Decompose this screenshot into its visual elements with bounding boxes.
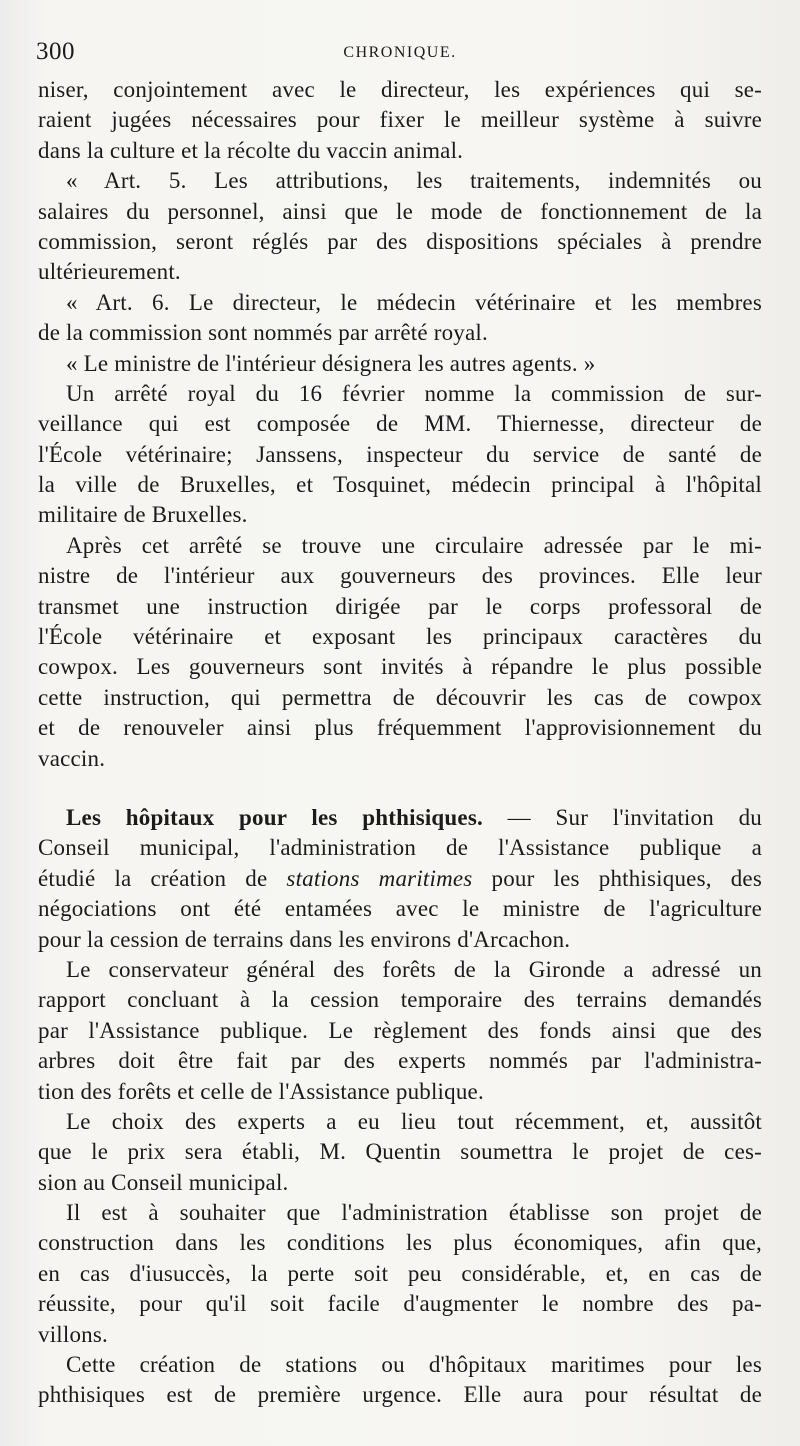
text-line: ultérieurement. <box>38 259 181 285</box>
text-line: « Art. 6. Le directeur, le médecin vétérinaire et les membres <box>66 289 762 315</box>
text-line: dans la culture et la récolte du vaccin animal. <box>38 137 464 163</box>
text-line: nistre de l'intérieur aux gouverneurs des provinces. Elle leur <box>38 563 762 589</box>
text-line: commission, seront réglés par des dispositions spéciales à prendre <box>38 228 762 254</box>
text-line: Le choix des experts a eu lieu tout récemment, et, aussitôt <box>66 1108 762 1134</box>
text-line: la ville de Bruxelles, et Tosquinet, médecin principal à l'hôpital <box>38 472 762 498</box>
text-line: Conseil municipal, l'administration de l'Assistance publique a <box>38 835 762 861</box>
text-line: et de renouveler ainsi plus fréquemment l'approvisionnement du <box>38 715 762 741</box>
text-line: cowpox. Les gouverneurs sont invités à répandre le plus possible <box>38 654 762 680</box>
text-line: que le prix sera établi, M. Quentin soumettra le projet de ces- <box>38 1139 762 1165</box>
text-line: salaires du personnel, ainsi que le mode de fonctionnement de la <box>38 198 762 224</box>
text-line: arbres doit être fait par des experts nommés par l'administra- <box>38 1048 762 1074</box>
text-line: cette instruction, qui permettra de découvrir les cas de cowpox <box>38 684 762 710</box>
text-line: pour la cession de terrains dans les environs d'Arcachon. <box>38 926 571 952</box>
text-line: veillance qui est composée de MM. Thiernesse, directeur de <box>38 411 762 437</box>
text-line: militaire de Bruxelles. <box>38 502 248 528</box>
text-line: Cette création de stations ou d'hôpitaux maritimes pour les <box>66 1352 762 1378</box>
text-line: vaccin. <box>38 745 106 771</box>
text-line: négociations ont été entamées avec le ministre de l'agriculture <box>38 896 762 922</box>
text-line: Après cet arrêté se trouve une circulaire adressée par le mi- <box>66 532 762 558</box>
text-line: Il est à souhaiter que l'administration établisse son projet de <box>66 1200 762 1226</box>
text-line: réussite, pour qu'il soit facile d'augmenter le nombre des pa- <box>38 1291 762 1317</box>
text-line: rapport concluant à la cession temporaire des terrains demandés <box>38 987 762 1013</box>
text-line: niser, conjointement avec le directeur, les expériences qui se- <box>38 77 762 102</box>
text-fragment: étudié la création de <box>38 865 287 891</box>
text-line: construction dans les conditions les plus économiques, afin que, <box>38 1230 762 1256</box>
text-line: l'École vétérinaire et exposant les principaux caractères du <box>38 624 762 650</box>
text-line: Le conservateur général des forêts de la Gironde a adressé un <box>66 956 762 982</box>
text-line: sion au Conseil municipal. <box>38 1169 289 1195</box>
text-line: tion des forêts et celle de l'Assistance publique. <box>38 1078 484 1104</box>
text-line: l'École vétérinaire; Janssens, inspecteur du service de santé de <box>38 441 762 467</box>
italic-term: stations maritimes <box>286 865 473 891</box>
text-line: de la commission sont nommés par arrêté royal. <box>38 320 488 346</box>
text-line: raient jugées nécessaires pour fixer le meilleur système à suivre <box>38 107 762 133</box>
section-heading-rest: — Sur l'invitation du <box>482 804 763 830</box>
section-heading: Les hôpitaux pour les phthisiques. <box>66 804 483 830</box>
text-line: par l'Assistance publique. Le règlement des fonds ainsi que des <box>38 1017 762 1043</box>
text-line: Un arrêté royal du 16 février nomme la commission de sur- <box>66 380 762 406</box>
section-first-line <box>38 803 762 833</box>
page-header <box>36 38 764 72</box>
text-line: « Le ministre de l'intérieur désignera les autres agents. » <box>66 350 596 376</box>
text-fragment: pour les phthisiques, des <box>472 865 762 891</box>
page-number: 300 <box>36 38 75 65</box>
section-line-italic <box>38 864 762 894</box>
text-line: « Art. 5. Les attributions, les traitements, indemnités ou <box>66 168 762 194</box>
running-title: CHRONIQUE. <box>343 44 457 61</box>
page-body <box>38 75 762 1411</box>
text-line: transmet une instruction dirigée par le corps professoral de <box>38 593 762 619</box>
text-line: villons. <box>38 1321 108 1347</box>
text-line: en cas d'iusuccès, la perte soit peu considérable, et, en cas de <box>38 1260 762 1286</box>
text-line: phthisiques est de première urgence. Elle aura pour résultat de <box>38 1382 762 1408</box>
section-gap <box>38 774 762 803</box>
